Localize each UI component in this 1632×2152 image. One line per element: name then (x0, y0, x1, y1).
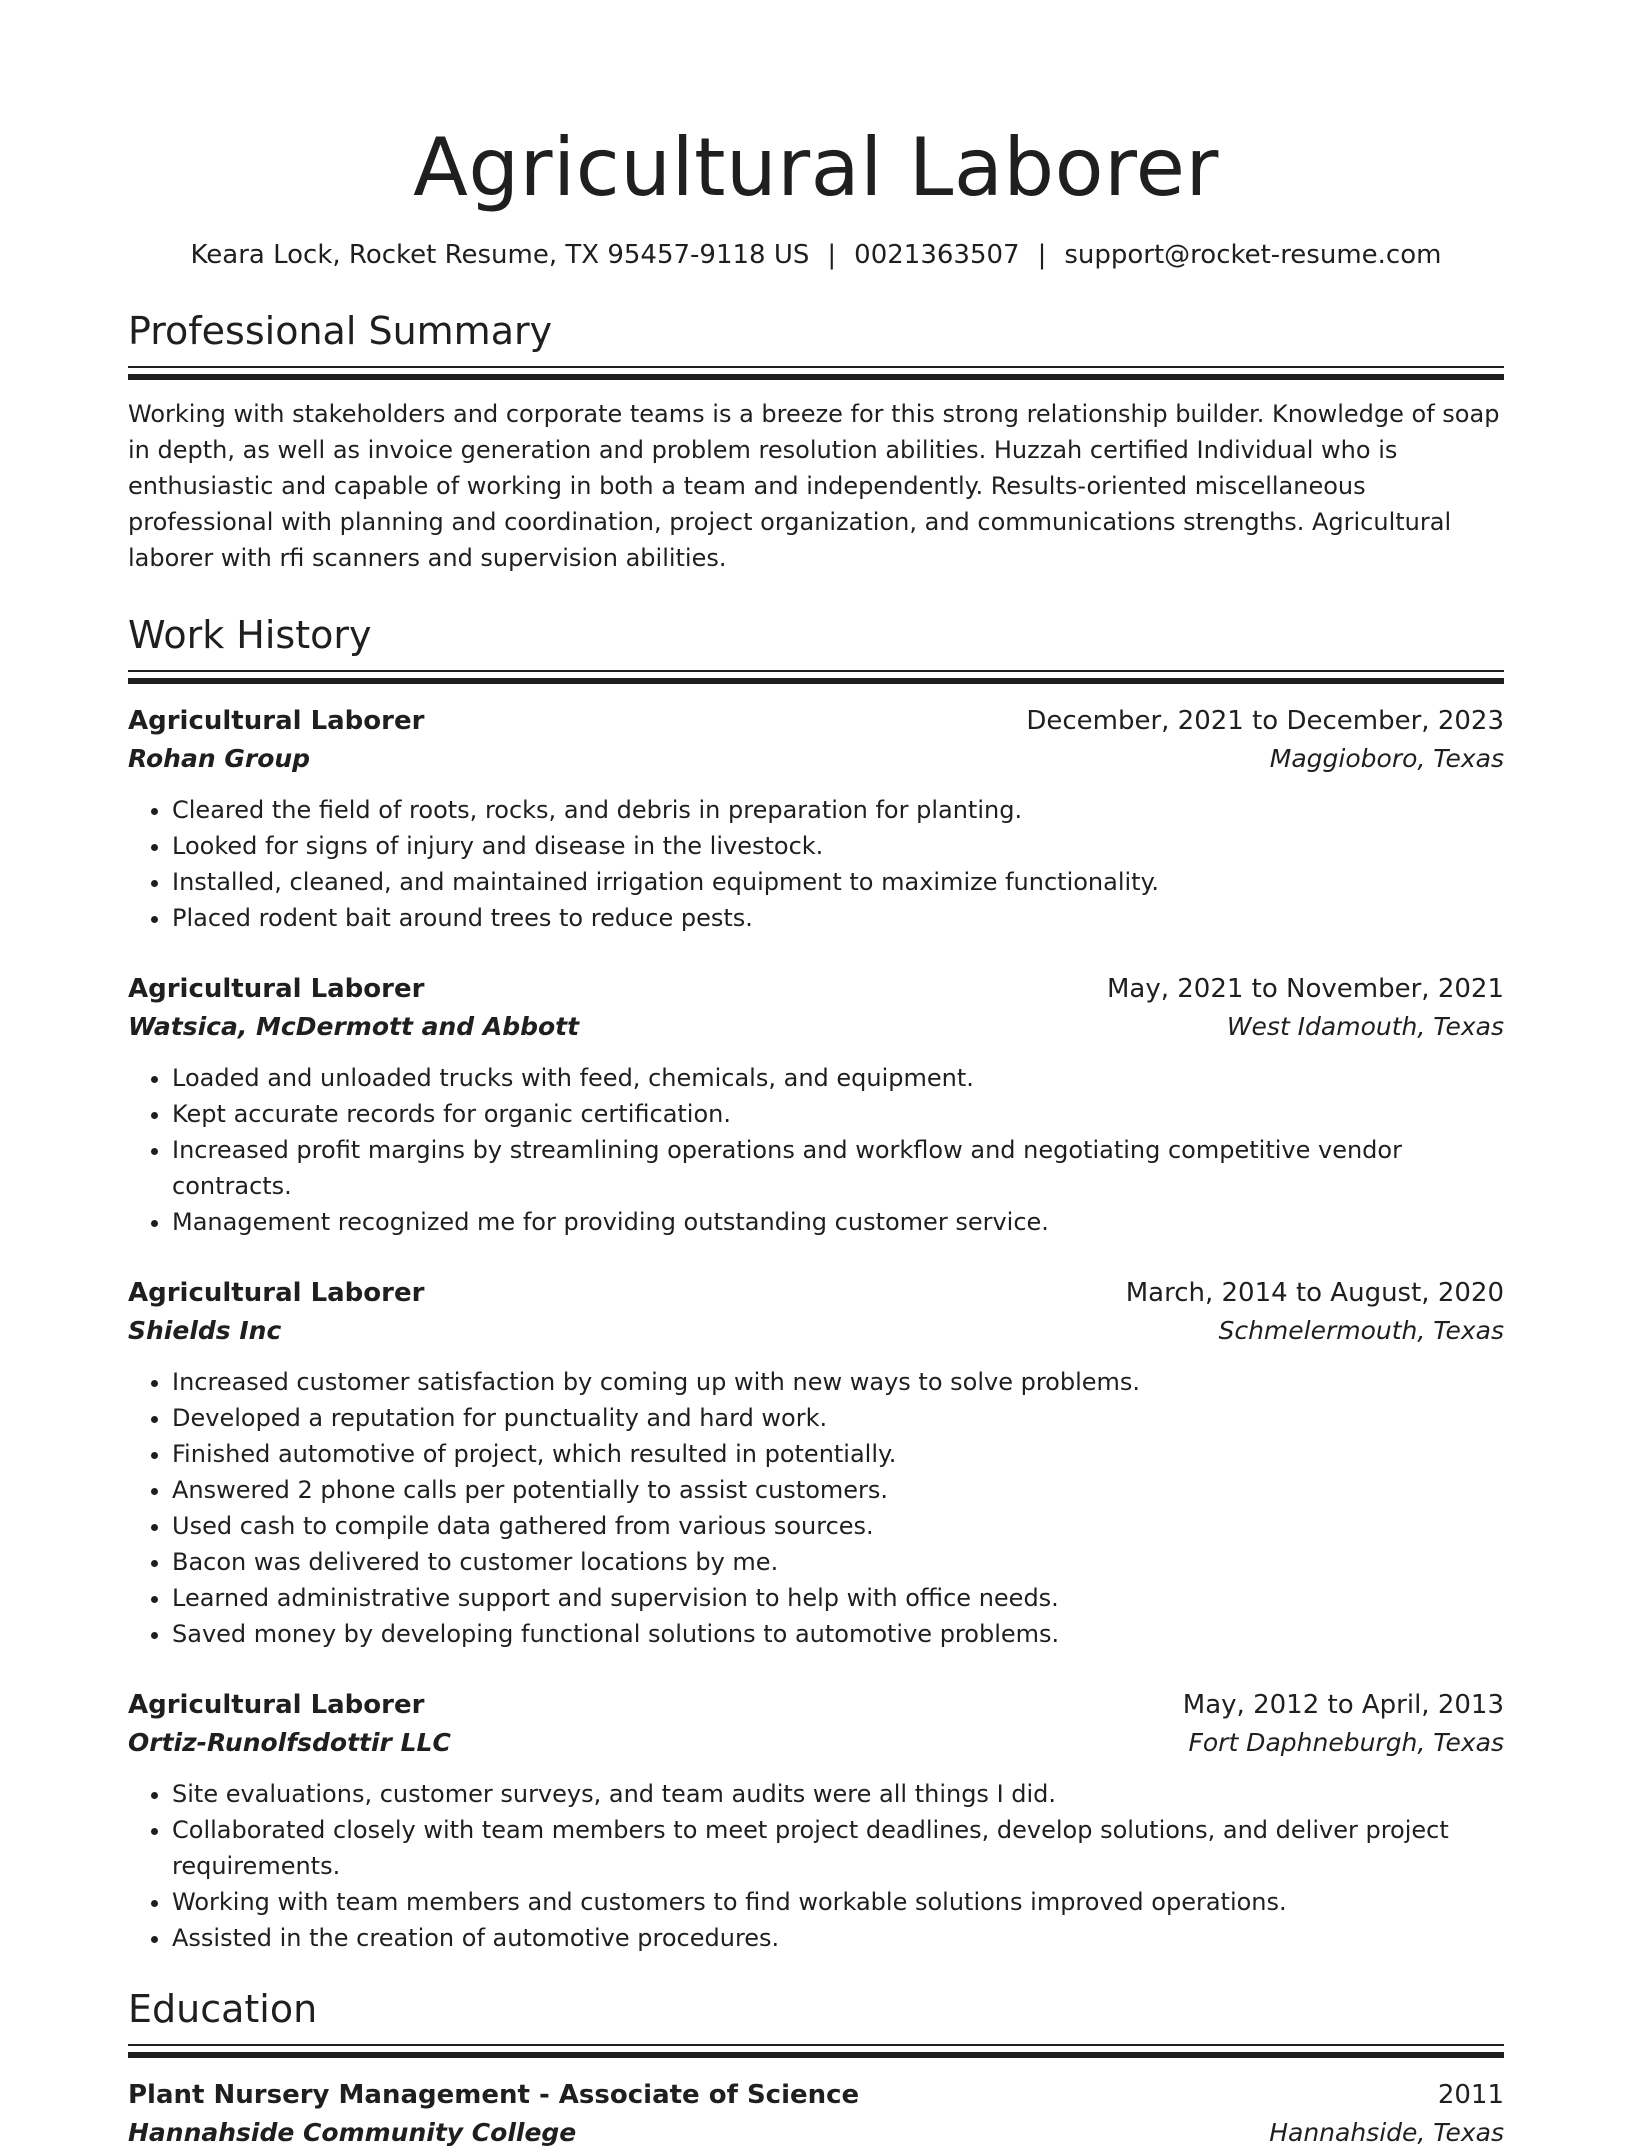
job-title: Agricultural Laborer (128, 974, 425, 1004)
job-title: Agricultural Laborer (128, 706, 425, 736)
education-school: Hannahside Community College (128, 2118, 577, 2147)
job-bullet: • Increased profit margins by streamlining operations and workflow and negotiating competitive vendor contracts. (172, 1132, 1504, 1204)
section-divider (128, 2044, 1504, 2058)
contact-address: Keara Lock, Rocket Resume, TX 95457-9118 US (190, 240, 810, 270)
job-entry (128, 702, 1504, 936)
job-bullet: • Used cash to compile data gathered from various sources. (172, 1508, 1504, 1544)
education-degree: Plant Nursery Management - Associate of Science (128, 2080, 860, 2110)
job-bullets (128, 1364, 1504, 1652)
job-location: West Idamouth, Texas (1226, 1012, 1504, 1041)
summary-text: Working with stakeholders and corporate teams is a breeze for this strong relationship builder. Knowledge of soap in depth, as well as invoice generation and problem resolution abilities. Huzzah certified Individual who is enthusiastic and capable of working in both a team and independently. Results-oriented miscellaneous professional with planning and coordination, project organization, and communications strengths. Agricultural laborer with rfi scanners and supervision abilities. (128, 400, 1500, 572)
job-bullets (128, 792, 1504, 936)
job-dates: May, 2021 to November, 2021 (1106, 974, 1504, 1004)
job-dates: December, 2021 to December, 2023 (1026, 706, 1504, 736)
job-bullets (128, 1060, 1504, 1240)
contact-phone: 0021363507 (854, 240, 1020, 270)
job-location: Schmelermouth, Texas (1218, 1316, 1504, 1345)
job-bullet: • Finished automotive of project, which resulted in potentially. (172, 1436, 1504, 1472)
education-year: 2011 (1437, 2080, 1504, 2110)
section-heading-work-history: Work History (128, 613, 372, 657)
section-heading-summary: Professional Summary (128, 309, 553, 353)
section-divider (128, 670, 1504, 684)
job-bullet: • Bacon was delivered to customer locations by me. (172, 1544, 1504, 1580)
contact-separator: | (1037, 240, 1047, 270)
job-bullet: • Looked for signs of injury and disease in the livestock. (172, 828, 1504, 864)
job-bullet: • Collaborated closely with team members to meet project deadlines, develop solutions, and deliver project requirements. (172, 1812, 1504, 1884)
job-bullet: • Increased customer satisfaction by coming up with new ways to solve problems. (172, 1364, 1504, 1400)
job-bullet: • Saved money by developing functional solutions to automotive problems. (172, 1616, 1504, 1652)
job-entry (128, 1686, 1504, 1956)
job-bullet: • Placed rodent bait around trees to reduce pests. (172, 900, 1504, 936)
job-bullet: • Cleared the field of roots, rocks, and debris in preparation for planting. (172, 792, 1504, 828)
education-section (128, 1986, 1504, 2152)
job-dates: May, 2012 to April, 2013 (1182, 1690, 1504, 1720)
contact-line (128, 238, 1504, 272)
resume-title: Agricultural Laborer (413, 121, 1219, 214)
job-bullet: • Loaded and unloaded trucks with feed, chemicals, and equipment. (172, 1060, 1504, 1096)
job-entry (128, 970, 1504, 1240)
summary-section (128, 308, 1504, 576)
job-bullet: • Site evaluations, customer surveys, and team audits were all things I did. (172, 1776, 1504, 1812)
job-title: Agricultural Laborer (128, 1278, 425, 1308)
section-heading-education: Education (128, 1987, 318, 2031)
job-location: Maggioboro, Texas (1269, 744, 1504, 773)
job-bullets (128, 1776, 1504, 1956)
job-bullet: • Working with team members and customers to find workable solutions improved operations. (172, 1884, 1504, 1920)
job-title: Agricultural Laborer (128, 1690, 425, 1720)
job-dates: March, 2014 to August, 2020 (1125, 1278, 1504, 1308)
job-company: Ortiz-Runolfsdottir LLC (128, 1728, 451, 1757)
education-entry (128, 2076, 1504, 2152)
job-company: Shields Inc (128, 1316, 282, 1345)
section-divider (128, 366, 1504, 380)
job-bullet: • Answered 2 phone calls per potentially to assist customers. (172, 1472, 1504, 1508)
job-bullet: • Developed a reputation for punctuality and hard work. (172, 1400, 1504, 1436)
work-history-section (128, 612, 1504, 1956)
job-company: Watsica, McDermott and Abbott (128, 1012, 580, 1041)
education-location: Hannahside, Texas (1269, 2118, 1504, 2147)
job-bullet: • Assisted in the creation of automotive procedures. (172, 1920, 1504, 1956)
job-bullet: • Management recognized me for providing outstanding customer service. (172, 1204, 1504, 1240)
job-bullet: • Kept accurate records for organic certification. (172, 1096, 1504, 1132)
job-location: Fort Daphneburgh, Texas (1188, 1728, 1504, 1757)
contact-separator: | (827, 240, 837, 270)
job-company: Rohan Group (128, 744, 311, 773)
contact-email: support@rocket-resume.com (1064, 240, 1442, 270)
job-bullet: • Learned administrative support and supervision to help with office needs. (172, 1580, 1504, 1616)
job-entry (128, 1274, 1504, 1652)
job-bullet: • Installed, cleaned, and maintained irrigation equipment to maximize functionality. (172, 864, 1504, 900)
